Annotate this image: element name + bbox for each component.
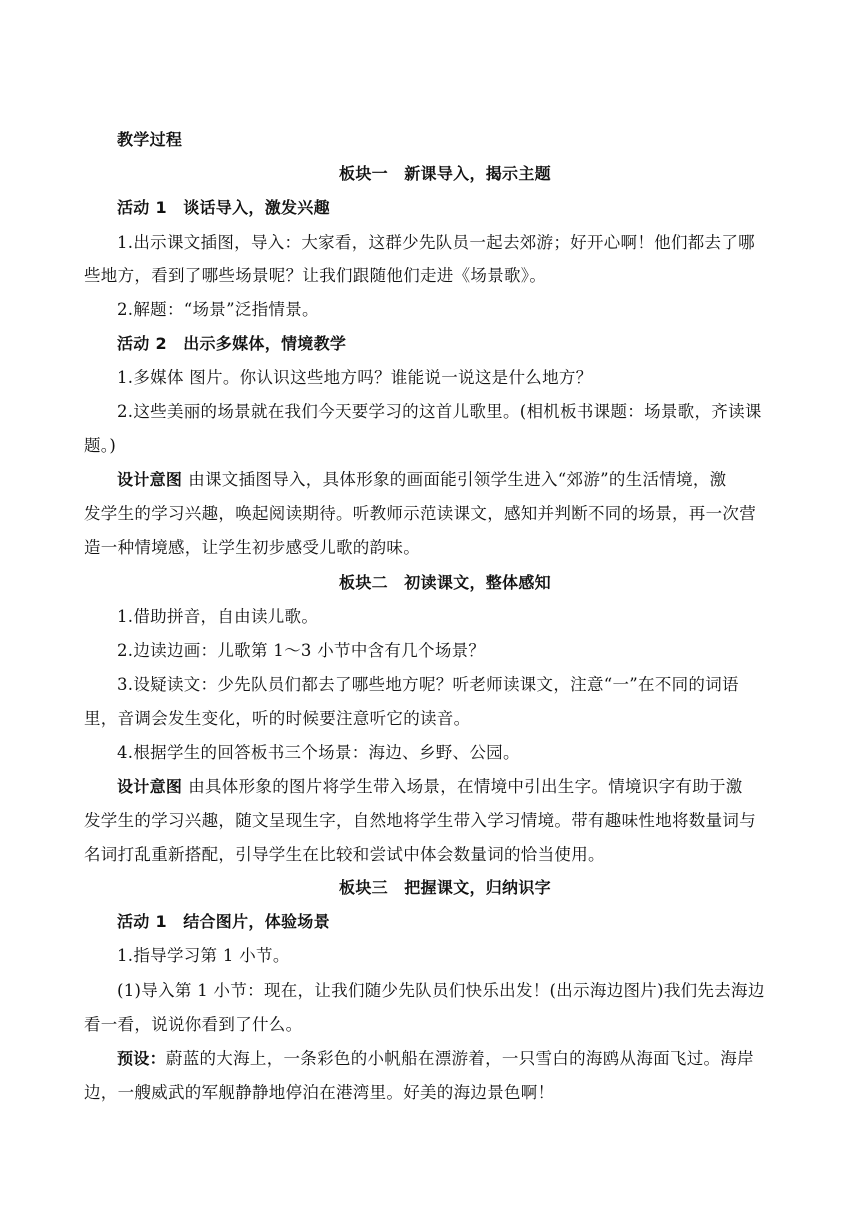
block2-paragraph1: 1.借助拼音，自由读儿歌。 (117, 607, 319, 626)
block1-activity2-title: 活动 2 出示多媒体，情境教学 (117, 334, 347, 353)
block1-activity1-title: 活动 1 谈话导入，激发兴趣 (117, 198, 330, 217)
block2-design-intent-line2: 发学生的学习兴趣，随文呈现生字，自然地将学生带入学习情境。带有趣味性地将数量词与 (84, 811, 756, 830)
block2-design-intent-line3: 名词打乱重新搭配，引导学生在比较和尝试中体会数量词的恰当使用。 (84, 845, 605, 864)
block2-paragraph4: 4.根据学生的回答板书三个场景：海边、乡野、公园。 (117, 743, 520, 762)
block3-activity1-title: 活动 1 结合图片，体验场景 (117, 912, 330, 931)
block1-design-intent-line2: 发学生的学习兴趣，唤起阅读期待。听教师示范读课文，感知并判断不同的场景，再一次营 (84, 504, 756, 523)
block1-design-intent-line3: 造一种情境感，让学生初步感受儿歌的韵味。 (84, 538, 420, 557)
block3-paragraph2-line1: (1)导入第 1 小节：现在，让我们随少先队员们快乐出发！(出示海边图片)我们先去海边 (117, 981, 765, 1000)
block3-preset-line2: 边，一艘威武的军舰静静地停泊在港湾里。好美的海边景色啊！ (84, 1083, 555, 1102)
block1-paragraph4-line1: 2.这些美丽的场景就在我们今天要学习的这首儿歌里。(相机板书课题：场景歌，齐读课 (117, 402, 762, 421)
block3-paragraph2-line2: 看一看，说说你看到了什么。 (84, 1015, 303, 1034)
block3-title: 板块三 把握课文，归纳识字 (339, 878, 551, 897)
block1-paragraph1-line1: 1.出示课文插图，导入：大家看，这群少先队员一起去郊游；好开心啊！他们都去了哪 (117, 233, 755, 252)
section-heading: 教学过程 (117, 130, 183, 149)
design-intent-text: 由具体形象的图片将学生带入场景，在情境中引出生字。情境识字有助于激 (188, 777, 743, 796)
block2-paragraph3-line1: 3.设疑读文：少先队员们都去了哪些地方呢？听老师读课文，注意“一”在不同的词语 (117, 675, 739, 694)
block1-design-intent-line1 (117, 469, 777, 491)
preset-text: 蔚蓝的大海上，一条彩色的小帆船在漂游着，一只雪白的海鸥从海面飞过。海岸 (165, 1049, 754, 1068)
block1-paragraph1-line2: 些地方，看到了哪些场景呢？让我们跟随他们走进《场景歌》。 (84, 266, 547, 285)
block3-paragraph1: 1.指导学习第 1 小节。 (117, 946, 290, 965)
block2-design-intent-line1 (117, 776, 777, 798)
design-intent-label: 设计意图 (117, 777, 183, 796)
block2-paragraph3-line2: 里，音调会发生变化，听的时候要注意听它的读音。 (84, 709, 471, 728)
block1-paragraph2: 2.解题：“场景”泛指情景。 (117, 300, 319, 319)
block1-title: 板块一 新课导入，揭示主题 (339, 164, 551, 183)
design-intent-text: 由课文插图导入，具体形象的画面能引领学生进入“郊游”的生活情境，激 (188, 470, 727, 489)
block1-paragraph3: 1.多媒体 图片。你认识这些地方吗？谁能说一说这是什么地方？ (117, 368, 593, 387)
preset-label: 预设： (117, 1049, 166, 1068)
block3-preset-line1 (117, 1048, 777, 1070)
design-intent-label: 设计意图 (117, 470, 183, 489)
block2-paragraph2: 2.边读边画：儿歌第 1～3 小节中含有几个场景？ (117, 641, 486, 660)
block2-title: 板块二 初读课文，整体感知 (339, 573, 551, 592)
block1-paragraph4-line2: 题。) (84, 436, 117, 455)
